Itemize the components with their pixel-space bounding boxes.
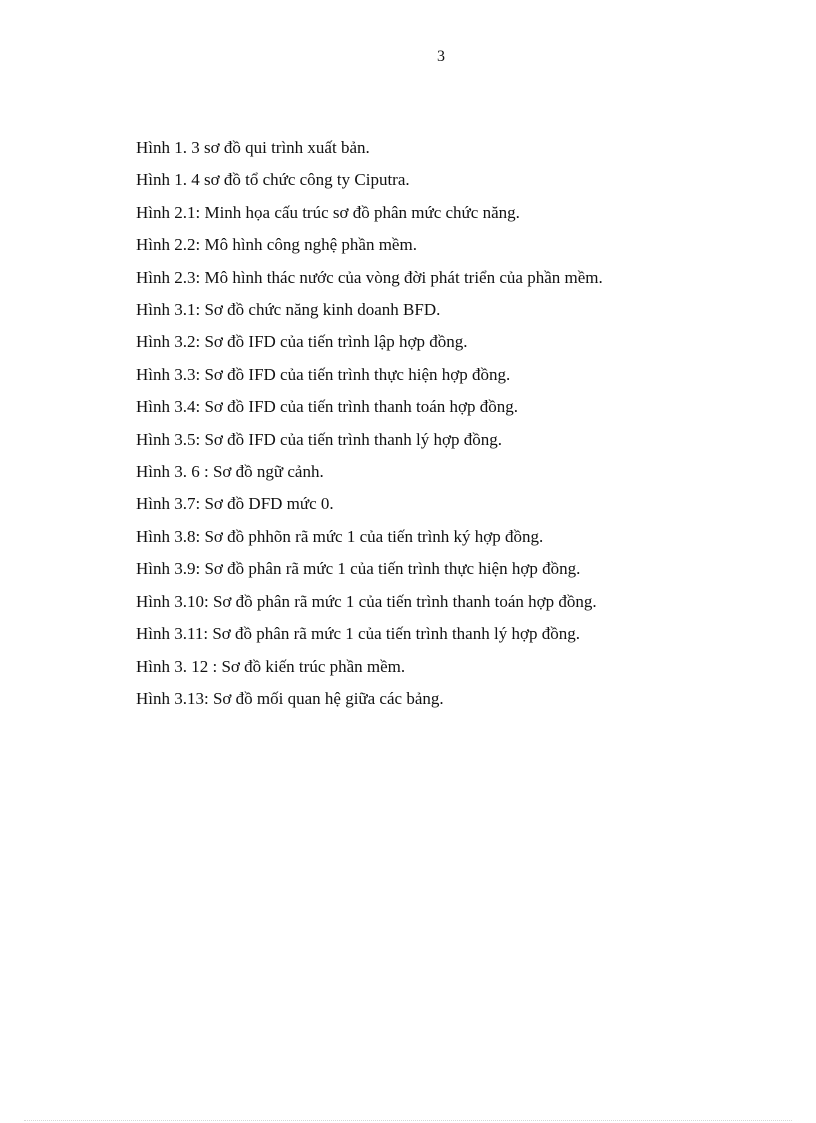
figure-item: Hình 3.10: Sơ đồ phân rã mức 1 của tiến trình thanh toán hợp đồng. xyxy=(136,591,597,611)
figure-item: Hình 3. 12 : Sơ đồ kiến trúc phần mềm. xyxy=(136,656,406,676)
figure-item: Hình 2.2: Mô hình công nghệ phần mềm. xyxy=(136,235,417,255)
figure-item: Hình 3.4: Sơ đồ IFD của tiến trình thanh toán hợp đồng. xyxy=(136,397,519,417)
figure-item: Hình 3.2: Sơ đồ IFD của tiến trình lập hợp đồng. xyxy=(136,332,468,352)
figure-item: Hình 2.3: Mô hình thác nước của vòng đời phát triển của phần mềm. xyxy=(136,267,603,287)
figure-item: Hình 3.13: Sơ đồ mối quan hệ giữa các bảng. xyxy=(136,688,444,708)
figure-item: Hình 3.5: Sơ đồ IFD của tiến trình thanh lý hợp đồng. xyxy=(136,429,502,449)
figure-item: Hình 3.9: Sơ đồ phân rã mức 1 của tiến trình thực hiện hợp đồng. xyxy=(136,559,581,579)
figure-item: Hình 2.1: Minh họa cấu trúc sơ đồ phân mức chức năng. xyxy=(136,202,520,222)
figure-item: Hình 1. 3 sơ đồ qui trình xuất bản. xyxy=(136,138,370,157)
figure-item: Hình 3.3: Sơ đồ IFD của tiến trình thực hiện hợp đồng. xyxy=(136,364,511,384)
page-number: 3 xyxy=(437,48,445,65)
figure-item: Hình 3. 6 : Sơ đồ ngữ cảnh. xyxy=(136,462,324,482)
figure-item: Hình 3.1: Sơ đồ chức năng kinh doanh BFD. xyxy=(136,300,441,320)
figure-list xyxy=(136,132,603,715)
figure-item: Hình 1. 4 sơ đồ tổ chức công ty Ciputra. xyxy=(136,170,410,190)
figure-item: Hình 3.7: Sơ đồ DFD mức 0. xyxy=(136,494,334,514)
page-bottom-divider xyxy=(24,1120,792,1121)
figure-item: Hình 3.11: Sơ đồ phân rã mức 1 của tiến trình thanh lý hợp đồng. xyxy=(136,624,580,644)
figure-item: Hình 3.8: Sơ đồ phhõn rã mức 1 của tiến trình ký hợp đồng. xyxy=(136,526,544,546)
